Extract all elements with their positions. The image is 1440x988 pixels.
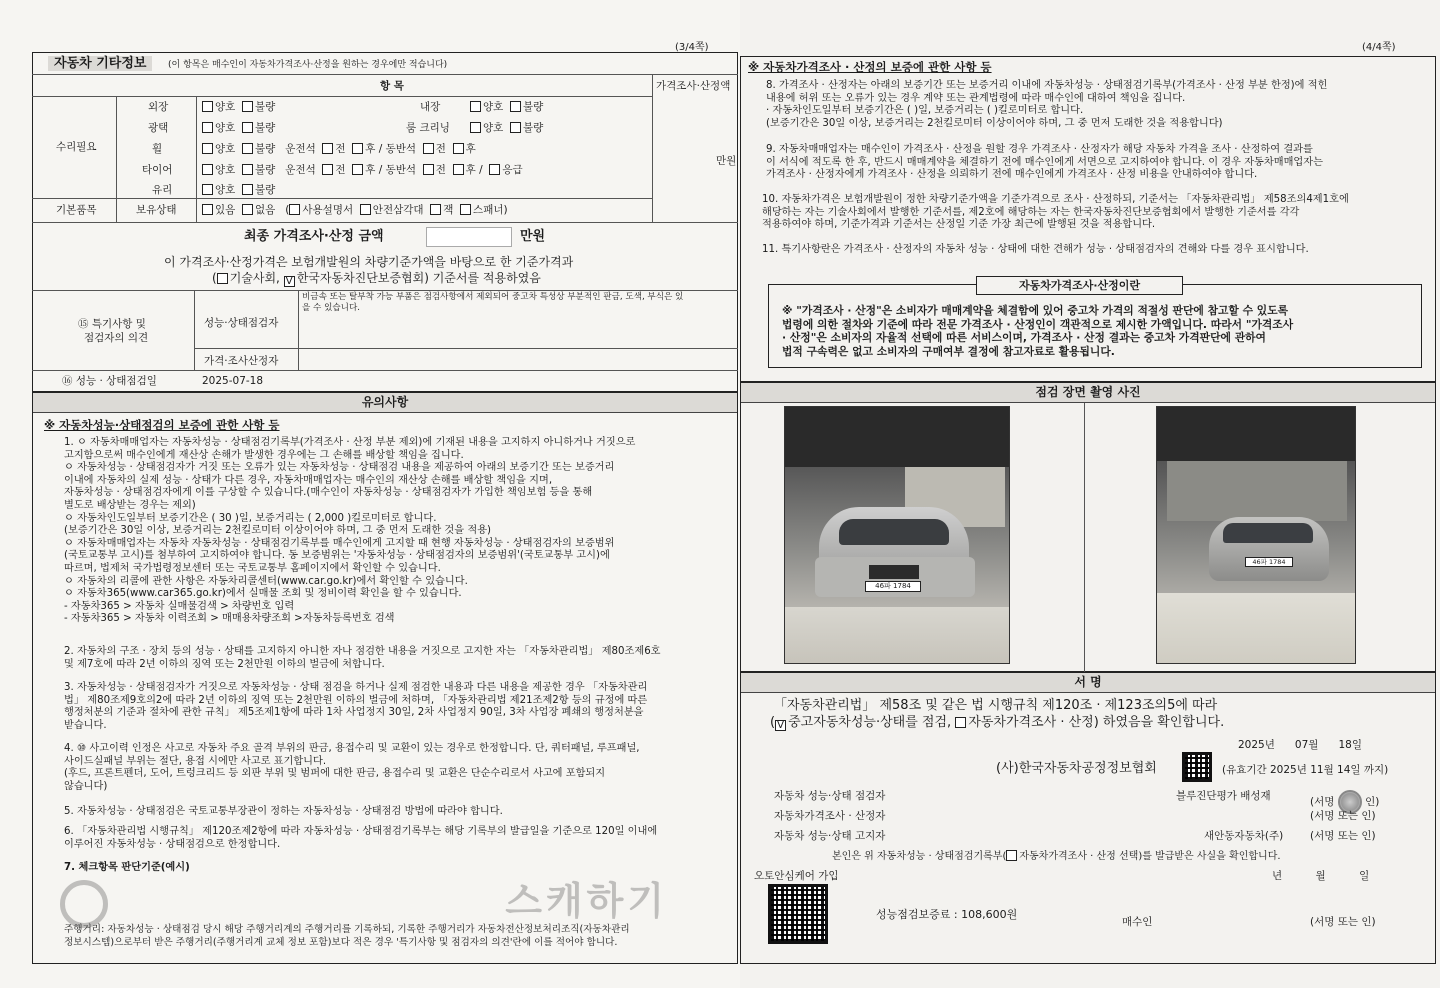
checkbox-holding-none[interactable] — [242, 204, 253, 215]
final-price-unit: 만원 — [520, 229, 546, 244]
warranty-fee: 성능점검보증료 : 108,600원 — [876, 908, 1018, 921]
other-info-note: (이 항목은 매수인이 자동차가격조사·산정을 원하는 경우에만 적습니다) — [168, 60, 448, 70]
checkbox-manual[interactable] — [289, 204, 300, 215]
watermark-circle-icon — [60, 880, 108, 928]
right-page — [740, 0, 1440, 988]
buyer-sign: (서명 또는 인) — [1310, 916, 1376, 928]
checkbox-tire-bad[interactable] — [242, 164, 253, 175]
receipt-confirm-text: 본인은 위 자동차성능 · 상태점검기록부( 자동차가격조사 · 산정 선택)를 발급받은 사실을 확인합니다. — [832, 851, 1281, 862]
checkbox-jack[interactable] — [430, 204, 441, 215]
checkbox-tire-driver-front[interactable] — [322, 164, 333, 175]
checkbox-basis-engineer[interactable] — [217, 273, 228, 284]
wheel-options: 양호 불량 운전석 전 후 / 동반석 전 후 — [202, 143, 476, 156]
glass-options: 양호 불량 — [202, 184, 275, 197]
row-gloss: 광택 — [148, 122, 169, 134]
price-info-box-title: 자동차가격조사·산정이란 — [976, 276, 1183, 295]
checkbox-wheel-passenger-front[interactable] — [423, 143, 434, 154]
checkbox-exterior-good[interactable] — [202, 101, 213, 112]
photo-rear-view — [1156, 406, 1356, 664]
row-tire: 타이어 — [142, 164, 173, 176]
scan-watermark: 스캐하기 — [60, 870, 700, 940]
checkbox-wheel-driver-rear[interactable] — [352, 143, 363, 154]
signature-date: 2025년 07월 18일 — [1238, 739, 1362, 751]
notice-paragraph-7-last: 주행거리: 자동차성능 · 상태점검 당시 해당 주행거리계의 주행거리를 기록하되, 기록한 주행거리가 자동차전산정보처리조직(자동차관리 정보시스템)으로부터 받은 주행거리(주행거리계 교체 정보 포함)보다 적은 경우 '특기사항 및 점검자의 의견'란에 이를 적어야 합니다. — [64, 924, 630, 948]
remarks-appraiser-role: 가격·조사산정자 — [204, 355, 279, 367]
row-wheel: 휠 — [152, 143, 163, 155]
checkbox-gloss-bad[interactable] — [242, 122, 253, 133]
notice-heading: ※ 자동차성능·상태점검의 보증에 관한 사항 등 — [44, 418, 280, 432]
notice-paragraph-6: 6. 「자동차관리법 시행규칙」 제120조제2항에 따라 자동차성능 · 상태점검기록부는 해당 기록부의 발급일을 기준으로 120일 이내에 이루어진 자동차성능 · 상태점검으로 한정합니다. — [64, 826, 658, 850]
notice-paragraph-7: 7. 체크항목 판단기준(예시) — [64, 862, 190, 873]
checkbox-tire-good[interactable] — [202, 164, 213, 175]
checkbox-wheel-bad[interactable] — [242, 143, 253, 154]
photo-front-view — [784, 406, 1010, 664]
checkbox-triangle[interactable] — [360, 204, 371, 215]
checkbox-basis-association[interactable]: V — [284, 276, 295, 287]
license-plate-rear: 46파 1784 — [1245, 557, 1293, 567]
checkbox-wheel-driver-front[interactable] — [322, 143, 333, 154]
price-basis-line1: 이 가격조사·산정가격은 보험개발원의 차량기준가액을 바탕으로 한 기준가격과 — [164, 255, 574, 269]
checkbox-interior-bad[interactable] — [510, 101, 521, 112]
appraiser-label: 자동차가격조사 · 산정자 — [774, 810, 886, 822]
checkbox-tire-passenger-rear[interactable] — [453, 164, 464, 175]
checkbox-tire-emergency[interactable] — [489, 164, 500, 175]
row-room-clean: 룸 크리닝 — [406, 122, 450, 134]
license-plate-front: 46파 1784 — [865, 581, 921, 592]
checkbox-gloss-good[interactable] — [202, 122, 213, 133]
price-paragraph-10: 10. 자동차가격은 보험개발원이 정한 차량기준가액을 기준가격으로 조사 · 산정하되, 기준서는 「자동차관리법」 제58조의4제1호에 해당하는 자는 기술사회에서 발행한 기준서를, 제2호에 해당하는 자는 한국자동차진단보증협회에서 발행한 기준서를 각각 적용하여야 하며, 기준가격과 기준서는 산정일 기준 가장 최근에 발행된 것을 적용합니다. — [762, 194, 1349, 231]
checkbox-interior-good[interactable] — [470, 101, 481, 112]
basic-items-label: 기본품목 — [56, 204, 97, 216]
checkbox-spanner[interactable] — [460, 204, 471, 215]
checkbox-price-appraisal[interactable] — [955, 717, 966, 728]
room-clean-options: 양호 불량 — [470, 122, 543, 135]
inspection-date-value: 2025-07-18 — [202, 375, 264, 387]
notice-paragraph-1: 1. ㅇ 자동차매매업자는 자동차성능 · 상태점검기록부(가격조사 · 산정 부분 제외)에 기재된 내용을 고지하지 아니하거나 거짓으로 고지함으로써 매수인에게 재산상 손해가 발생한 경우에는 그 손해를 배상할 책임을 집니다. ㅇ 자동차성능 · 상태점검자가 거짓 또는 오류가 있는 자동차성능 · 상태점검 내용을 제공하여 아래의 보증기간 또는 보증거리 이내에 자동차의 실제 성능 · 상태가 다른 경우, 자동차매매업자는 매수인의 재산상 손해를 배상할 책임을 지며, 자동차성능 · 상태점검자에게 이를 구상할 수 있습니다.(매수인이 자동차성능 · 상태점검자가 가입한 책임보험 등을 통해 별도로 배상받는 경우는 제외) ㅇ 자동차인도일부터 보증기간은 ( 30 )일, 보증거리는 ( 2,000 )킬로미터로 합니다. (보증기간은 30일 이상, 보증거리는 2천킬로미터 이상이어야 하며, 그 중 먼저 도래한 것을 적용) ㅇ 자동차매매업자는 자동차 자동차성능 · 상태점검기록부를 매수인에게 고지할 때 현행 자동차성능 · 상태점검자의 보증범위 (국토교통부 고시)를 첨부하여 고지하여야 합니다. 동 보증범위는 '자동차성능 · 상태점검자의 보증범위'(국토교통부 고시)에 따르며, 법제처 국가법령정보센터 또는 국토교통부 홈페이지에서 확인할 수 있습니다. ㅇ 자동차의 리콜에 관한 사항은 자동차리콜센터(www.car.go.kr)에서 확인할 수 있습니다. ㅇ 자동차365(www.car365.go.kr)에서 실매물 조회 및 정비이력 확인을 할 수 있습니다. - 자동차365 > 자동차 실매물검색 > 차량번호 입력 - 자동차365 > 자동차 이력조회 > 매매용차량조회 >자동차등록번호 검색 — [64, 437, 636, 625]
gloss-options: 양호 불량 — [202, 122, 275, 135]
row-glass: 유리 — [152, 184, 173, 196]
price-paragraph-11: 11. 특기사항란은 가격조사 · 산정자의 자동차 성능 · 상태에 대한 견해가 성능 · 상태점검자의 견해와 다를 경우 표시합니다. — [762, 244, 1309, 255]
otoanshim-qr-code[interactable] — [768, 884, 828, 944]
column-price-header: 가격조사·산정액 — [656, 80, 731, 92]
remarks-note: 비금속 또는 탈부착 가능 부품은 점검사항에서 제외되어 중고차 특성상 부분적인 판금, 도색, 부식은 있 을 수 있습니다. — [302, 292, 684, 313]
price-paragraph-9: 9. 자동차매매업자는 매수인이 가격조사 · 산정을 원할 경우 가격조사 · 산정자가 해당 자동차 가격을 조사 · 산정하여 결과를 이 서식에 적도록 한 후, 반드시 매매계약을 체결하기 전에 매수인에게 서면으로 고지하여야 합니다. 이 경우 자동차매매업자는 가격조사 · 산정자에게 가격조사 · 산정을 의뢰하기 전에 매수인에게 가격조사 · 산정 비용을 안내하여야 합니다. — [766, 144, 1323, 181]
price-paragraph-8: 8. 가격조사 · 산정자는 아래의 보증기간 또는 보증거리 이내에 자동차성능 · 상태점검기록부(가격조사 · 산정 부분 한정)에 적힌 내용에 허위 또는 오류가 있는 경우 계약 또는 관계법령에 따라 매수인에 대하여 책임을 집니다. · 자동차인도일부터 보증기간은 ( )일, 보증거리는 ( )킬로미터로 합니다. (보증기간은 30일 이상, 보증거리는 2천킬로미터 이상이어야 하며, 그 중 먼저 도래한 것을 적용합니다) — [766, 80, 1328, 129]
checkbox-receipt-price[interactable] — [1006, 850, 1017, 861]
checkbox-wheel-good[interactable] — [202, 143, 213, 154]
notifier-sign: (서명 또는 인) — [1310, 830, 1376, 842]
repair-label: 수리필요 — [56, 141, 97, 153]
validity-period: (유효기간 2025년 11월 14일 까지) — [1222, 764, 1389, 776]
checkbox-room-clean-bad[interactable] — [510, 122, 521, 133]
price-info-box-text: ※ "가격조사 · 산정"은 소비자가 매매계약을 체결함에 있어 중고차 가격의 적절성 판단에 참고할 수 있도록 법령에 의한 절차와 기준에 따라 전문 가격조사 · 산정인이 객관적으로 제시한 가액입니다. 따라서 "가격조사 · 산정"은 소비자의 자율적 선택에 따른 서비스이며, 가격조사 · 산정 결과는 중고차 가격판단에 관하여 법적 구속력은 없고 소비자의 구매여부 결정에 참고자료로 활용됩니다. — [782, 304, 1294, 358]
row-interior: 내장 — [420, 101, 441, 113]
buyer-label: 매수인 — [1122, 916, 1153, 928]
checkbox-glass-bad[interactable] — [242, 184, 253, 195]
checkbox-glass-good[interactable] — [202, 184, 213, 195]
inspector-name: 블루진단평가 배성재 — [1176, 790, 1271, 802]
checkbox-performance-inspection[interactable]: V — [775, 720, 786, 731]
inspector-label: 자동차 성능·상태 점검자 — [774, 790, 886, 802]
checkbox-wheel-passenger-rear[interactable] — [453, 143, 464, 154]
row-holding: 보유상태 — [136, 204, 177, 216]
page-number-left: (3/4쪽) — [675, 42, 709, 53]
checkbox-exterior-bad[interactable] — [242, 101, 253, 112]
organization-name: (사)한국자동차공정정보협회 — [996, 761, 1157, 776]
notifier-name: 새안동자동차(주) — [1204, 830, 1284, 842]
price-basis-line2: ( 기술사회, V 한국자동차진단보증협회) 기준서를 적용하였음 — [212, 271, 541, 287]
signature-confirm-text: ( V 중고자동차성능·상태를 점검, 자동차가격조사 · 산정) 하였음을 확인합니다. — [770, 715, 1225, 731]
remarks-label-line2: 점검자의 의견 — [84, 332, 149, 344]
checkbox-tire-driver-rear[interactable] — [352, 164, 363, 175]
checkbox-tire-passenger-front[interactable] — [423, 164, 434, 175]
notice-paragraph-2: 2. 자동차의 구조 · 장치 등의 성능 · 상태를 고지하지 아니한 자나 점검한 내용을 거짓으로 고지한 자는 「자동차관리법」 제80조제6호 및 제7호에 따라 2년 이하의 징역 또는 2천만원 이하의 벌금에 처합니다. — [64, 646, 661, 670]
inspector-sign: (서명 인) — [1310, 790, 1379, 814]
final-price-input[interactable] — [426, 227, 512, 247]
remarks-inspector-role: 성능·상태점검자 — [204, 317, 279, 329]
otoanshim-care-label: 오토안심케어 가입 — [754, 870, 839, 882]
exterior-options: 양호 불량 — [202, 101, 275, 114]
page-number-right: (4/4쪽) — [1362, 42, 1396, 53]
interior-options: 양호 불량 — [470, 101, 543, 114]
final-price-label: 최종 가격조사·산정 금액 — [244, 229, 384, 244]
organization-seal-qr — [1182, 752, 1212, 782]
notice-paragraph-3: 3. 자동차성능 · 상태점검자가 거짓으로 자동차성능 · 상태 점검을 하거나 실제 점검한 내용과 다른 내용을 제공한 경우 「자동차관리 법」 제80조제9호의2에 따라 2년 이하의 징역 또는 2천만원 이하의 벌금에 처하며, 「자동차관리법 제21조제2항 등의 규정에 따른 행정처분의 기준과 절차에 관한 규칙」 제5조제1항에 따라 1차 사업정지 30일, 2차 사업정지 90일, 3차 사업장 폐쇄의 행정처분을 받습니다. — [64, 682, 648, 731]
column-item-header: 항 목 — [380, 80, 404, 92]
appraiser-sign: (서명 또는 인) — [1310, 810, 1376, 822]
notifier-label: 자동차 성능·상태 고지자 — [774, 830, 886, 842]
notice-title: 유의사항 — [33, 393, 737, 413]
row-exterior: 외장 — [148, 101, 169, 113]
signature-law-text: 「자동차관리법」 제58조 및 같은 법 시행규칙 제120조 · 제123조의5에 따라 — [774, 698, 1218, 713]
tire-options: 양호 불량 운전석 전 후 / 동반석 전 후 / 응급 — [202, 164, 523, 177]
other-info-title: 자동차 기타정보 — [48, 56, 152, 71]
remarks-label-line1: ⑮ 특기사항 및 — [78, 318, 146, 330]
holding-options: 있음 없음 ( 사용설명서 안전삼각대 잭 스패너) — [202, 204, 508, 217]
receipt-date: 년 월 일 — [1272, 870, 1370, 882]
signature-title: 서 명 — [741, 673, 1435, 693]
notice-paragraph-4: 4. ⑩ 사고이력 인정은 사고로 자동차 주요 골격 부위의 판금, 용접수리 및 교환이 있는 경우로 한정합니다. 단, 쿼터패널, 루프패널, 사이드실패널 부위는 절단, 용접 시에만 사고로 표기합니다. (후드, 프론트펜더, 도어, 트렁크리드 등 외판 부위 및 범퍼에 대한 판금, 용접수리 및 교환은 단순수리로서 사고에 포함되지 않습니다) — [64, 743, 640, 792]
price-warranty-heading: ※ 자동차가격조사 · 산정의 보증에 관한 사항 등 — [748, 60, 992, 74]
notice-paragraph-5: 5. 자동차성능 · 상태점검은 국토교통부장관이 정하는 자동차성능 · 상태점검 방법에 따라야 합니다. — [64, 806, 503, 817]
price-unit-won: 만원 — [716, 155, 737, 167]
photos-title: 점검 장면 촬영 사진 — [741, 383, 1435, 403]
inspection-date-label: ⑯ 성능 · 상태점검일 — [62, 375, 157, 387]
checkbox-holding-have[interactable] — [202, 204, 213, 215]
checkbox-room-clean-good[interactable] — [470, 122, 481, 133]
